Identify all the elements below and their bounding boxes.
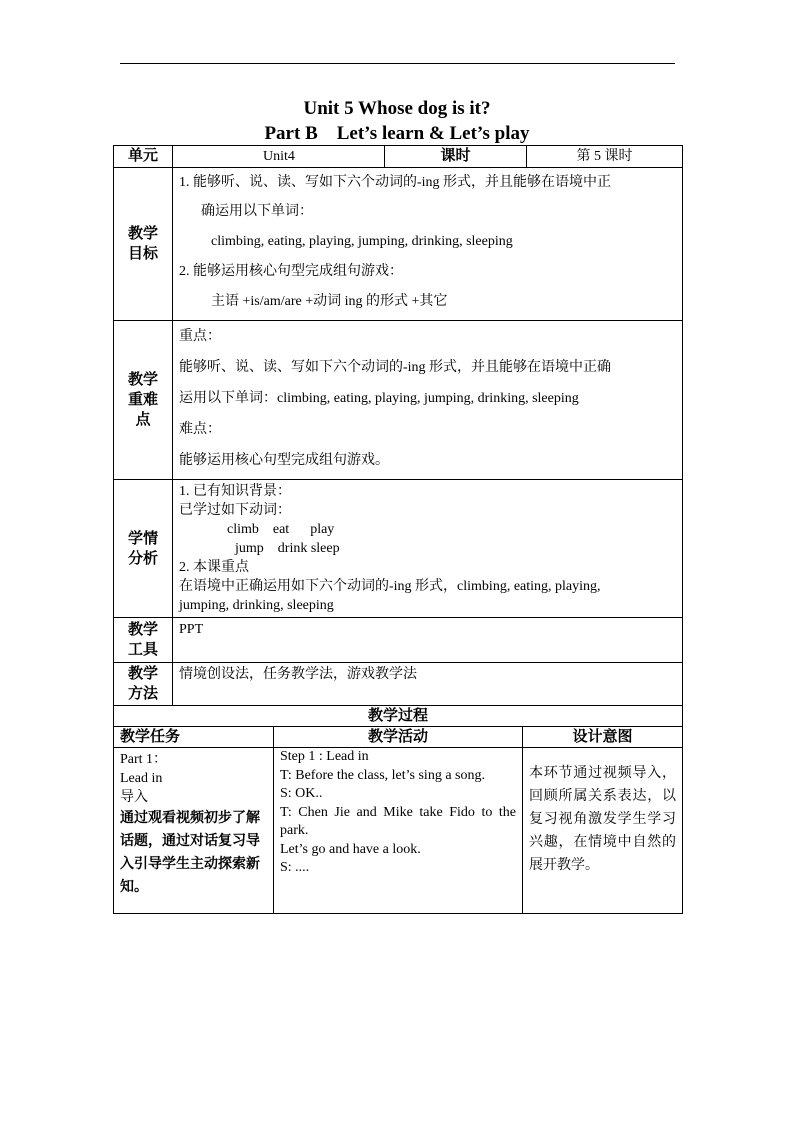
goals-content (173, 168, 683, 321)
activity-cell (274, 748, 523, 914)
key-point-line: 难点： (179, 422, 221, 437)
analysis-line: jump drink sleep (235, 541, 340, 556)
methods-row (114, 663, 683, 706)
col-intent-header: 设计意图 (523, 727, 683, 748)
process-title-row (114, 706, 683, 727)
goals-row (114, 168, 683, 321)
period-value: 第 5 课时 (527, 146, 683, 168)
lesson-info-table (113, 145, 683, 706)
page-subtitle: Part B Let’s learn & Let’s play (264, 123, 530, 144)
goal-line: 2. 能够运用核心句型完成组句游戏： (179, 264, 403, 279)
key-points-label-text: 教学重难点 (127, 372, 158, 428)
analysis-content (173, 480, 683, 618)
tools-label-text: 教学工具 (127, 622, 158, 658)
analysis-line: 已学过如下动词： (179, 503, 291, 518)
goals-label (114, 168, 173, 321)
col-activity-header: 教学活动 (274, 727, 523, 748)
header-rule (120, 63, 675, 64)
task-line: 导入 (120, 790, 148, 805)
methods-label (114, 663, 173, 706)
period-label: 课时 (385, 146, 527, 168)
key-point-line: 能够运用核心句型完成组句游戏。 (179, 453, 389, 468)
unit-value: Unit4 (173, 146, 385, 168)
activity-line: T: Chen Jie and Mike take Fido to the park. (280, 804, 516, 838)
col-task-header: 教学任务 (114, 727, 274, 748)
key-points-content (173, 321, 683, 480)
unit-label: 单元 (114, 146, 173, 168)
process-title: 教学过程 (114, 706, 683, 727)
unit-row (114, 146, 683, 168)
goal-line: 主语 +is/am/are +动词 ing 的形式 +其它 (211, 294, 448, 309)
key-point-line: 运用以下单词：climbing, eating, playing, jumping, drinking, sleeping (179, 391, 579, 406)
methods-label-text: 教学方法 (127, 666, 158, 702)
analysis-label-text: 学情分析 (127, 530, 158, 567)
task-cell (114, 748, 274, 914)
goal-line: 1. 能够听、说、读、写如下六个动词的-ing 形式，并且能够在语境中正 (179, 175, 612, 190)
tools-row (114, 618, 683, 663)
task-description: 通过观看视频初步了解话题，通过对话复习导入引导学生主动探索新知。 (120, 811, 260, 895)
key-point-line: 能够听、说、读、写如下六个动词的-ing 形式，并且能够在语境中正确 (179, 360, 612, 375)
activity-line: T: Before the class, let’s sing a song. (280, 767, 485, 783)
activity-step: Step 1 : Lead in (280, 749, 369, 764)
goal-line: climbing, eating, playing, jumping, drinking, sleeping (211, 234, 513, 249)
goals-label-text: 教学目标 (127, 226, 158, 262)
analysis-label (114, 480, 173, 618)
process-step-row (114, 748, 683, 914)
goal-line: 确运用以下单词： (201, 204, 313, 219)
activity-line: Let’s go and have a look. (280, 841, 421, 857)
analysis-line: 2. 本课重点 (179, 560, 249, 575)
analysis-line: 在语境中正确运用如下六个动词的-ing 形式，climbing, eating, playing, (179, 579, 601, 594)
key-points-label (114, 321, 173, 480)
key-point-line: 重点： (179, 329, 221, 344)
task-line: Part 1： (120, 752, 168, 767)
activity-line: S: .... (280, 860, 310, 875)
activity-line: S: OK.. (280, 786, 323, 801)
process-header-row (114, 727, 683, 748)
task-line: Lead in (120, 771, 163, 786)
analysis-row (114, 480, 683, 618)
analysis-line: 1. 已有知识背景： (179, 484, 291, 499)
methods-value: 情境创设法，任务教学法，游戏教学法 (173, 663, 683, 706)
key-points-row (114, 321, 683, 480)
analysis-line: climb eat play (227, 522, 335, 537)
process-table (113, 705, 683, 914)
tools-value: PPT (173, 618, 683, 663)
analysis-line: jumping, drinking, sleeping (179, 598, 334, 613)
tools-label (114, 618, 173, 663)
page-title: Unit 5 Whose dog is it? (303, 98, 491, 119)
intent-cell: 本环节通过视频导入，回顾所属关系表达，以复习视角激发学生学习兴趣，在情境中自然的展开教学。 (523, 748, 683, 914)
